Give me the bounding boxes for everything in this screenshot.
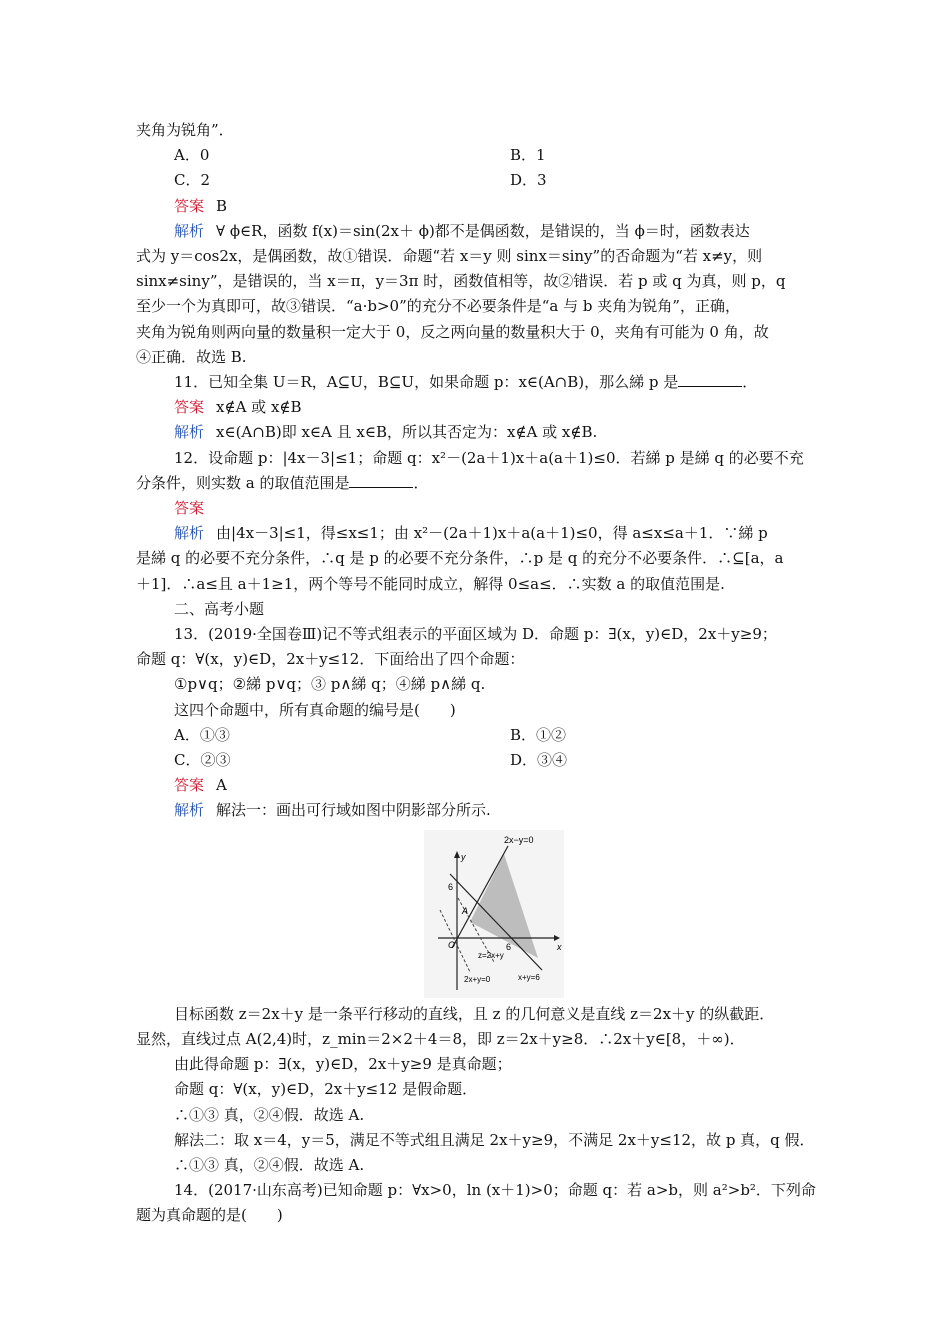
solution-label: 解析 — [174, 423, 205, 442]
option-d: D．③④ — [510, 751, 568, 770]
answer-label: 答案 — [174, 196, 205, 215]
answer-value: A — [216, 776, 227, 795]
q10-solution-line: 夹角为锐角则两向量的数量积一定大于 0，反之两向量的数量积大于 0，夹角有可能为 0 角，故 — [136, 322, 769, 341]
question-text: 11．已知全集 U＝R，A⊆U，B⊆U，如果命题 p：x∈(A∩B)，那么綈 p 是 — [174, 373, 679, 392]
q13-solution-line: 由此得命题 p：∃(x，y)∈D，2x＋y≥9 是真命题； — [174, 1055, 512, 1074]
answer-value: B — [216, 196, 228, 215]
q12-solution-line: ＋1]．∴a≤且 a＋1≥1，两个等号不能同时成立，解得 0≤a≤．∴实数 a 的取值范围是. — [136, 574, 725, 593]
answer-value: x∉A 或 x∉B — [216, 398, 302, 417]
label-objective: z=2x+y — [478, 950, 504, 960]
solution-text: x∈(A∩B)即 x∈A 且 x∈B，所以其否定为：x∉A 或 x∉B. — [216, 423, 598, 442]
q10-solution-line — [136, 219, 816, 244]
q11-question — [136, 370, 816, 395]
answer-label: 答案 — [174, 499, 205, 518]
option-c: C．2 — [174, 171, 211, 190]
option-b: B．1 — [510, 146, 546, 165]
answer-label: 答案 — [174, 398, 205, 417]
label-y-intercept-6: 6 — [448, 881, 454, 892]
text-line: 夹角为锐角”． — [136, 121, 234, 139]
label-2x-y-0-dashed: 2x+y=0 — [464, 974, 491, 984]
solution-label: 解析 — [174, 524, 205, 543]
q13-solution-line — [136, 798, 816, 823]
document-page — [136, 118, 816, 1229]
q12-question-line: 12．设命题 p：|4x－3|≤1；命题 q：x²－(2a＋1)x＋a(a＋1)≤0．若綈 p 是綈 q 的必要不充 — [174, 448, 804, 467]
q11-solution — [136, 420, 816, 445]
q14-question-line: 题为真命题的是( ) — [136, 1206, 283, 1225]
option-b: B．①② — [510, 725, 567, 744]
label-y-axis: y — [461, 851, 466, 862]
option-c: C．②③ — [174, 751, 231, 770]
q13-question-line: 这四个命题中，所有真命题的编号是( ) — [174, 700, 456, 719]
q13-options-row-2 — [136, 748, 816, 773]
q12-solution-line: 是綈 q 的必要不充分条件，∴q 是 p 的必要不充分条件，∴p 是 q 的充分不必要条件．∴⊆[a，a — [136, 549, 784, 568]
q10-solution-line: 至少一个为真即可，故③错误．“a·b>0”的充分不必要条件是“a 与 b 夹角为锐角”，正确， — [136, 297, 740, 316]
q12-solution-line — [136, 521, 816, 546]
solution-text: ∀ ϕ∈R，函数 f(x)＝sin(2x＋ ϕ)都不是偶函数，是错误的，当 ϕ＝时，函数表达 — [216, 221, 750, 240]
q10-answer — [136, 194, 816, 219]
q13-solution-line: ∴①③ 真，②④假．故选 A. — [174, 1155, 365, 1174]
label-point-a: A — [462, 905, 469, 916]
q10-options-row-2 — [136, 168, 816, 193]
option-a: A．0 — [174, 146, 210, 165]
q13-solution-line: ∴①③ 真，②④假．故选 A. — [174, 1105, 365, 1124]
solution-text: 由|4x－3|≤1，得≤x≤1；由 x²－(2a＋1)x＋a(a＋1)≤0，得 a≤x≤a＋1．∵綈 p — [216, 524, 768, 543]
q10-solution-line: sinx≠siny”，是错误的，当 x＝π，y＝3π 时，函数值相等，故②错误．若 p 或 q 为真，则 p，q — [136, 272, 786, 291]
q10-solution-line: 式为 y＝cos2x，是偶函数，故①错误．命题“若 x＝y 则 sinx＝siny”的否命题为“若 x≠y，则 — [136, 247, 763, 266]
solution-label: 解析 — [174, 801, 205, 820]
question-end: ． — [742, 373, 758, 392]
solution-text: 解法一：画出可行域如图中阴影部分所示. — [216, 801, 491, 820]
q13-answer — [136, 773, 816, 798]
q12-question-line — [136, 471, 816, 496]
question-end: ． — [413, 473, 429, 492]
feasible-region-graph — [424, 830, 564, 998]
feasible-region-figure — [424, 830, 564, 998]
option-d: D．3 — [510, 171, 547, 190]
q14-question-line: 14．(2017·山东高考)已知命题 p：∀x>0，ln (x＋1)>0；命题 q：若 a>b，则 a²>b²．下列命 — [174, 1181, 816, 1200]
q12-answer — [136, 496, 816, 521]
question-text: 分条件，则实数 a 的取值范围是 — [136, 473, 350, 492]
q13-solution-line: 解法二：取 x＝4，y＝5，满足不等式组且满足 2x＋y≥9，不满足 2x＋y≤12，故 p 真，q 假． — [174, 1130, 815, 1149]
label-x-y-6: x+y=6 — [518, 972, 540, 982]
q13-options-row-1 — [136, 723, 816, 748]
q13-question-line: 13．(2019·全国卷Ⅲ)记不等式组表示的平面区域为 D．命题 p：∃(x，y)∈D，2x＋y≥9； — [174, 625, 777, 644]
q13-question-line: ①p∨q；②綈 p∨q；③ p∧綈 q；④綈 p∧綈 q. — [174, 675, 486, 694]
q13-solution-line: 显然，直线过点 A(2,4)时，z_min＝2×2＋4＝8，即 z＝2x＋y≥8．∴2x＋y∈[8，＋∞)． — [136, 1029, 745, 1048]
answer-blank — [678, 372, 742, 387]
q10-solution-line: ④正确．故选 B. — [136, 347, 247, 366]
label-x-intercept-6: 6 — [506, 941, 512, 952]
q13-solution-line: 目标函数 z＝2x＋y 是一条平行移动的直线，且 z 的几何意义是直线 z＝2x＋y 的纵截距． — [174, 1004, 775, 1023]
answer-label: 答案 — [174, 776, 205, 795]
q10-options-row-1 — [136, 143, 816, 168]
label-2x-y-0: 2x−y=0 — [504, 834, 534, 845]
solution-label: 解析 — [174, 221, 205, 240]
q11-answer — [136, 395, 816, 420]
q13-question-line: 命题 q：∀(x，y)∈D，2x＋y≤12．下面给出了四个命题： — [136, 650, 525, 669]
q13-solution-line: 命题 q：∀(x，y)∈D，2x＋y≤12 是假命题． — [174, 1080, 478, 1099]
option-a: A．①③ — [174, 725, 230, 744]
label-x-axis: x — [557, 941, 562, 952]
section-heading: 二、高考小题 — [174, 599, 265, 618]
answer-blank — [349, 473, 413, 488]
label-origin: O — [448, 939, 456, 950]
